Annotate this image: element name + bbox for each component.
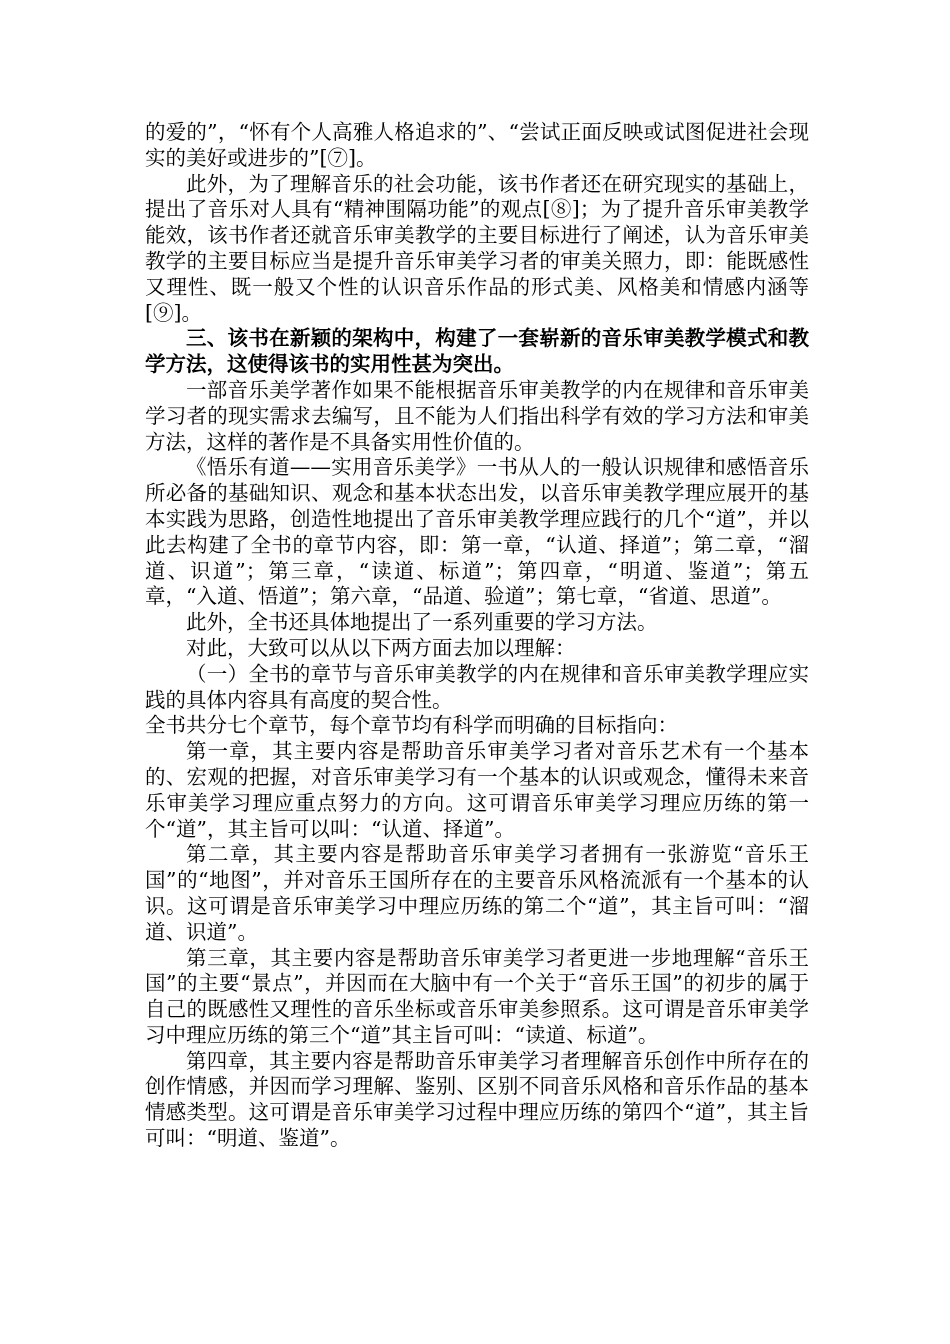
paragraph-6: 此外，全书还具体地提出了一系列重要的学习方法。 xyxy=(186,610,658,635)
section-heading-3: 三、该书在新颖的架构中，构建了一套崭新的音乐审美教学模式和教学方法，这使得该书的实用性甚为突出。 xyxy=(145,326,809,377)
paragraph-2: 此外，为了理解音乐的社会功能，该书作者还在研究现实的基础上，提出了音乐对人具有“精神围隔功能”的观点[⑧]；为了提升音乐审美教学能效，该书作者还就音乐审美教学的主要目标进行了阐述，认为音乐审美教学的主要目标应当是提升音乐审美学习者的审美关照力，即：能既感性又理性、既一般又个性的认识音乐作品的形式美、风格美和情感内涵等[⑨]。 xyxy=(145,171,809,325)
chapter-1-paragraph: 第一章，其主要内容是帮助音乐审美学习者对音乐艺术有一个基本的、宏观的把握，对音乐审美学习有一个基本的认识或观念，懂得未来音乐审美学习理应重点努力的方向。这可谓音乐审美学习理应历练的第一个“道”，其主旨可以叫：“认道、择道”。 xyxy=(145,739,809,841)
document-page xyxy=(145,120,809,1152)
paragraph-8: （一）全书的章节与音乐审美教学的内在规律和音乐审美教学理应实践的具体内容具有高度的契合性。 xyxy=(145,661,809,712)
chapter-4-paragraph: 第四章，其主要内容是帮助音乐审美学习者理解音乐创作中所存在的创作情感，并因而学习理解、鉴别、区别不同音乐风格和音乐作品的基本情感类型。这可谓是音乐审美学习过程中理应历练的第四个“道”，其主旨可叫：“明道、鉴道”。 xyxy=(145,1048,809,1151)
paragraph-4: 一部音乐美学著作如果不能根据音乐审美教学的内在规律和音乐审美学习者的现实需求去编写，且不能为人们指出科学有效的学习方法和审美方法，这样的著作是不具备实用性价值的。 xyxy=(145,377,809,454)
paragraph-1: 的爱的”，“怀有个人高雅人格追求的”、“尝试正面反映或试图促进社会现实的美好或进步的”[⑦]。 xyxy=(145,120,809,170)
paragraph-5: 《悟乐有道——实用音乐美学》一书从人的一般认识规律和感悟音乐所必备的基础知识、观念和基本状态出发，以音乐审美教学理应展开的基本实践为思路，创造性地提出了音乐审美教学理应践行的几个“道”，并以此去构建了全书的章节内容，即：第一章，“认道、择道”；第二章，“溜道、识道”；第三章，“读道、标道”；第四章，“明道、鉴道”；第五章，“入道、悟道”；第六章，“品道、验道”；第七章，“省道、思道”。 xyxy=(145,455,809,609)
chapter-2-paragraph: 第二章，其主要内容是帮助音乐审美学习者拥有一张游览“音乐王国”的“地图”，并对音乐王国所存在的主要音乐风格流派有一个基本的认识。这可谓是音乐审美学习中理应历练的第二个“道”，其主旨可叫：“溜道、识道”。 xyxy=(145,842,809,944)
chapter-3-paragraph: 第三章，其主要内容是帮助音乐审美学习者更进一步地理解“音乐王国”的主要“景点”，并因而在大脑中有一个关于“音乐王国”的初步的属于自己的既感性又理性的音乐坐标或音乐审美参照系。这可谓是音乐审美学习中理应历练的第三个“道”其主旨可叫：“读道、标道”。 xyxy=(145,945,809,1047)
paragraph-7: 对此，大致可以从以下两方面去加以理解： xyxy=(186,635,576,660)
paragraph-9: 全书共分七个章节，每个章节均有科学而明确的目标指向： xyxy=(145,713,678,738)
